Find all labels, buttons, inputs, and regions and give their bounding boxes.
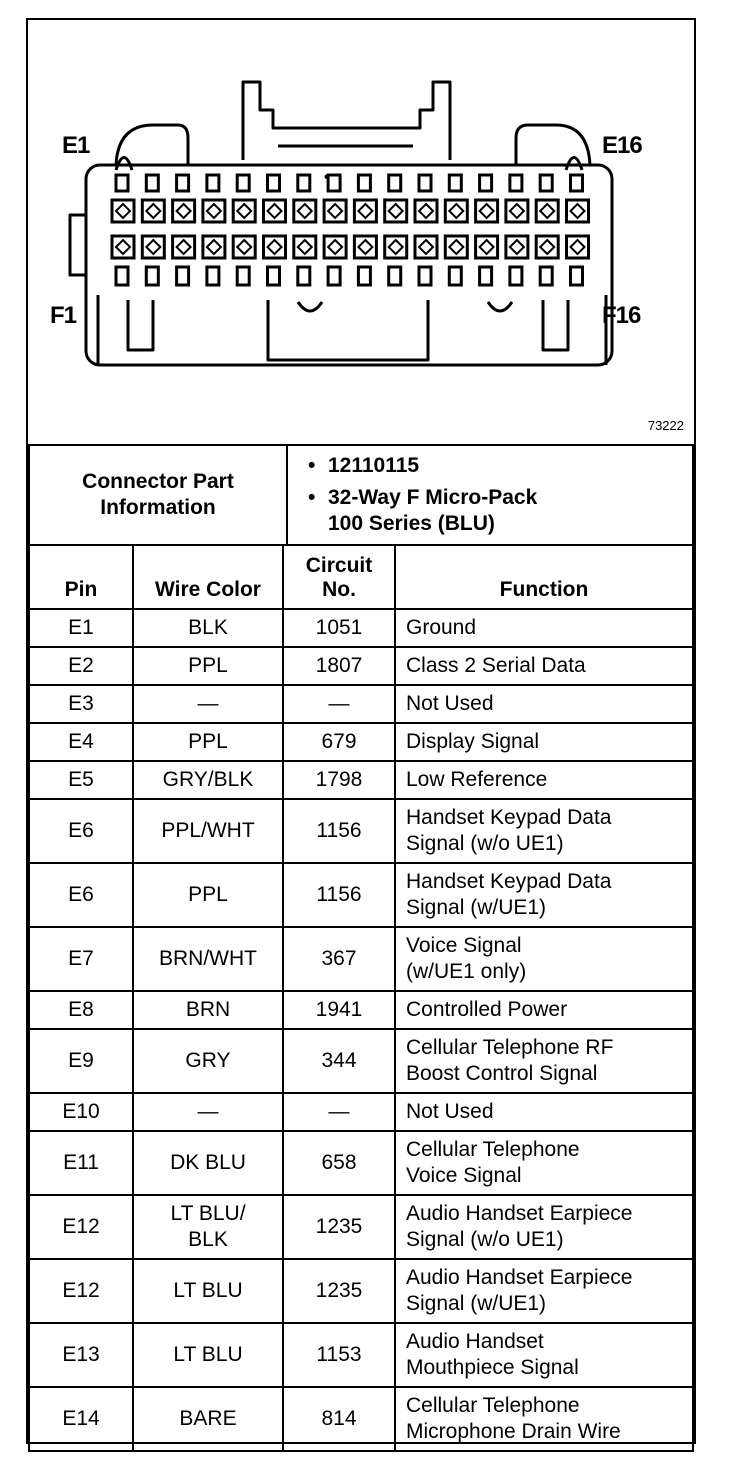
pin-cell: E14: [29, 1387, 133, 1451]
table-row: [29, 1259, 693, 1323]
circuit-cell: 1807: [283, 647, 395, 685]
wire-color-cell-line: —: [197, 692, 219, 715]
pin-label-f16: F16: [602, 302, 641, 329]
function-cell-line: Display Signal: [406, 730, 540, 753]
pin-label-f1: F1: [50, 302, 77, 329]
function-cell-line: Cellular Telephone RF: [406, 1036, 614, 1059]
function-cell-line: Audio Handset Earpiece: [406, 1266, 633, 1289]
connector-info-label: [29, 445, 287, 545]
pinout-rows: [29, 609, 693, 1451]
wire-color-cell-line: DK BLU: [170, 1151, 246, 1174]
pin-label-e16: E16: [602, 132, 642, 159]
function-cell: [395, 1323, 693, 1387]
function-cell: [395, 1029, 693, 1093]
connector-sheet: [26, 18, 696, 1444]
pin-cell: E8: [29, 991, 133, 1029]
function-cell: [395, 723, 693, 761]
wire-color-cell-line: BRN: [185, 998, 231, 1021]
function-cell-line: Signal (w/o UE1): [406, 1228, 564, 1251]
function-cell: [395, 685, 693, 723]
circuit-cell: 344: [283, 1029, 395, 1093]
function-cell-line: Signal (w/UE1): [406, 896, 547, 919]
function-cell: [395, 609, 693, 647]
circuit-cell: 1153: [283, 1323, 395, 1387]
function-cell-line: Boost Control Signal: [406, 1062, 598, 1085]
function-cell: [395, 1195, 693, 1259]
function-cell-line: Signal (w/UE1): [406, 1292, 547, 1315]
wire-color-cell-line: PPL: [188, 883, 228, 906]
wire-color-cell: [133, 1131, 283, 1195]
pin-cell: E6: [29, 863, 133, 927]
connector-info-table: [28, 444, 694, 546]
pin-label-e1: E1: [62, 132, 90, 159]
circuit-cell: 1798: [283, 761, 395, 799]
wire-color-cell-line: GRY/BLK: [162, 768, 254, 791]
circuit-cell: 1051: [283, 609, 395, 647]
wire-color-cell: [133, 647, 283, 685]
wire-color-cell-line: BARE: [179, 1407, 237, 1430]
table-row: [29, 863, 693, 927]
header-circuit-line1: Circuit: [305, 554, 373, 577]
wire-color-cell: [133, 609, 283, 647]
function-cell: [395, 647, 693, 685]
table-row: [29, 647, 693, 685]
wire-color-cell-line: —: [197, 1100, 219, 1123]
function-cell: [395, 799, 693, 863]
connector-drawing: [28, 20, 694, 444]
pin-cell: E7: [29, 927, 133, 991]
table-row: [29, 1029, 693, 1093]
table-row: [29, 991, 693, 1029]
wire-color-cell-line: PPL: [188, 654, 228, 677]
circuit-cell: 367: [283, 927, 395, 991]
wire-color-cell-line: LT BLU/: [170, 1202, 246, 1225]
pin-cell: E9: [29, 1029, 133, 1093]
function-cell-line: Not Used: [406, 1100, 494, 1123]
function-cell-line: (w/UE1 only): [406, 960, 527, 983]
pin-cell: E4: [29, 723, 133, 761]
pin-cell: E13: [29, 1323, 133, 1387]
wire-color-cell: [133, 991, 283, 1029]
figure-id: 73222: [647, 418, 684, 433]
header-wire-color: Wire Color: [133, 545, 283, 609]
circuit-cell: 658: [283, 1131, 395, 1195]
wire-color-cell-line: PPL/WHT: [161, 819, 255, 842]
pin-1-dot: •: [324, 169, 330, 186]
circuit-cell: —: [283, 685, 395, 723]
table-row: [29, 723, 693, 761]
function-cell-line: Signal (w/o UE1): [406, 832, 564, 855]
wire-color-cell-line: BRN/WHT: [159, 947, 257, 970]
table-row: [29, 927, 693, 991]
pin-cell: E1: [29, 609, 133, 647]
wire-color-cell: [133, 685, 283, 723]
pin-cavity-rows: [112, 175, 589, 285]
pin-cell: E6: [29, 799, 133, 863]
pin-cell: E11: [29, 1131, 133, 1195]
connector-desc-line1: 32-Way F Micro-Pack: [328, 486, 538, 509]
function-cell-line: Voice Signal: [406, 1164, 522, 1187]
table-row: [29, 761, 693, 799]
function-cell: [395, 1093, 693, 1131]
table-row: [29, 1195, 693, 1259]
wire-color-cell: [133, 723, 283, 761]
pin-cell: E3: [29, 685, 133, 723]
table-row: [29, 1131, 693, 1195]
function-cell: [395, 1259, 693, 1323]
wire-color-cell: [133, 1195, 283, 1259]
circuit-cell: 814: [283, 1387, 395, 1451]
wire-color-cell-line: GRY: [185, 1049, 231, 1072]
function-cell: [395, 1131, 693, 1195]
part-number: 12110115: [328, 454, 420, 477]
wire-color-cell-line: BLK: [188, 1228, 228, 1251]
function-cell-line: Handset Keypad Data: [406, 870, 612, 893]
circuit-cell: 1235: [283, 1195, 395, 1259]
function-cell-line: Low Reference: [406, 768, 548, 791]
wire-color-cell: [133, 1323, 283, 1387]
pin-cell: E12: [29, 1195, 133, 1259]
function-cell-line: Ground: [406, 616, 477, 639]
header-circuit-no: [283, 545, 395, 609]
connector-desc-line2: 100 Series (BLU): [328, 512, 495, 535]
function-cell: [395, 927, 693, 991]
function-cell-line: Audio Handset: [406, 1330, 544, 1353]
wire-color-cell-line: PPL: [188, 730, 228, 753]
wire-color-cell-line: LT BLU: [173, 1279, 243, 1302]
header-circuit-line2: No.: [322, 578, 356, 601]
header-function: Function: [395, 545, 693, 609]
function-cell-line: Cellular Telephone: [406, 1394, 580, 1417]
connector-info-label-line1: Connector Part: [82, 470, 234, 493]
pin-cell: E12: [29, 1259, 133, 1323]
wire-color-cell: [133, 1259, 283, 1323]
function-cell-line: Cellular Telephone: [406, 1138, 580, 1161]
wire-color-cell: [133, 799, 283, 863]
function-cell-line: Mouthpiece Signal: [406, 1356, 579, 1379]
table-row: [29, 1387, 693, 1451]
table-row: [29, 799, 693, 863]
function-cell: [395, 863, 693, 927]
connector-info-details: • 12110115 • 32-Way F Micro-Pack 100 Series (BLU): [287, 445, 693, 545]
wire-color-cell: [133, 1387, 283, 1451]
function-cell-line: Not Used: [406, 692, 494, 715]
header-pin: Pin: [29, 545, 133, 609]
table-row: [29, 1093, 693, 1131]
table-row: [29, 1323, 693, 1387]
function-cell-line: Class 2 Serial Data: [406, 654, 586, 677]
function-cell-line: Microphone Drain Wire: [406, 1420, 621, 1443]
circuit-cell: —: [283, 1093, 395, 1131]
function-cell-line: Controlled Power: [406, 998, 568, 1021]
wire-color-cell: [133, 863, 283, 927]
table-row: [29, 685, 693, 723]
connector-diagram: [28, 20, 694, 444]
wire-color-cell: [133, 761, 283, 799]
circuit-cell: 1156: [283, 799, 395, 863]
wire-color-cell-line: LT BLU: [173, 1343, 243, 1366]
circuit-cell: 1156: [283, 863, 395, 927]
pin-cell: E2: [29, 647, 133, 685]
circuit-cell: 1235: [283, 1259, 395, 1323]
function-cell: [395, 991, 693, 1029]
pinout-table: [28, 544, 694, 1452]
function-cell-line: Audio Handset Earpiece: [406, 1202, 633, 1225]
circuit-cell: 1941: [283, 991, 395, 1029]
pin-cell: E10: [29, 1093, 133, 1131]
function-cell-line: Handset Keypad Data: [406, 806, 612, 829]
function-cell: [395, 761, 693, 799]
table-row: [29, 609, 693, 647]
wire-color-cell-line: BLK: [188, 616, 228, 639]
wire-color-cell: [133, 1029, 283, 1093]
function-cell: [395, 1387, 693, 1451]
connector-info-label-line2: Information: [100, 496, 216, 519]
circuit-cell: 679: [283, 723, 395, 761]
pin-cell: E5: [29, 761, 133, 799]
wire-color-cell: [133, 1093, 283, 1131]
wire-color-cell: [133, 927, 283, 991]
function-cell-line: Voice Signal: [406, 934, 522, 957]
